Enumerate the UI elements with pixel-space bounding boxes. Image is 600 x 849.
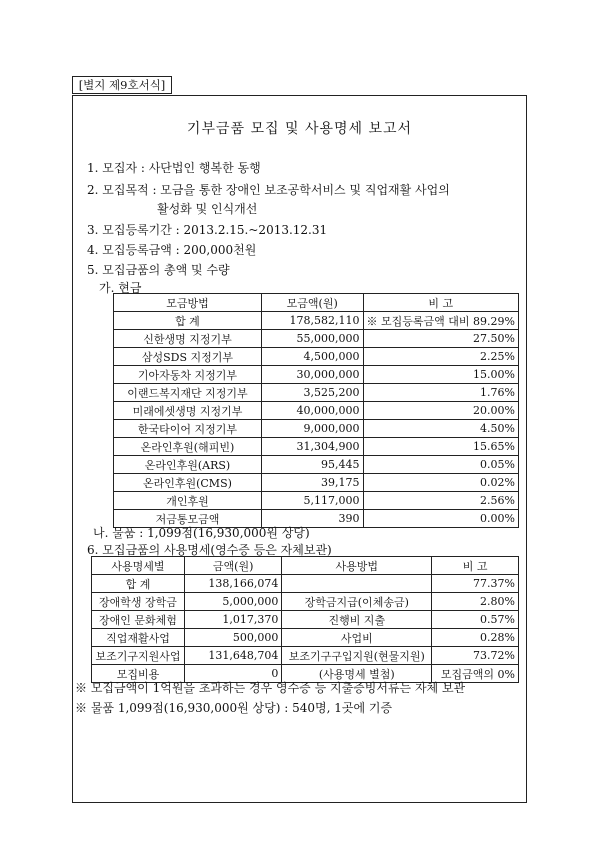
cash-table-header-cell: 비 고 <box>363 294 518 312</box>
cash-table-cell: 15.00% <box>363 366 518 384</box>
usage-table-header-cell: 사용명세별 <box>92 557 185 575</box>
cash-table-row <box>114 312 519 330</box>
usage-table-cell: 0.28% <box>432 629 519 647</box>
cash-table-cell: 합 계 <box>114 312 262 330</box>
cash-table-cell: 2.25% <box>363 348 518 366</box>
cash-table-cell: 27.50% <box>363 330 518 348</box>
item-organizer: 1. 모집자 : 사단법인 행복한 동행 <box>87 161 261 175</box>
cash-table-cell: ※ 모집등록금액 대비 89.29% <box>363 312 518 330</box>
usage-table-cell: (사용명세 별첨) <box>282 665 432 683</box>
cash-table-cell: 15.65% <box>363 438 518 456</box>
cash-table-cell: 신한생명 지정기부 <box>114 330 262 348</box>
cash-table-cell: 39,175 <box>261 474 363 492</box>
cash-table-cell: 390 <box>261 510 363 528</box>
cash-table-row <box>114 330 519 348</box>
usage-table-cell: 73.72% <box>432 647 519 665</box>
usage-table-cell <box>282 575 432 593</box>
report-title: 기부금품 모집 및 사용명세 보고서 <box>186 121 413 137</box>
cash-table-row <box>114 366 519 384</box>
item-goods: 나. 물품 : 1,099점(16,930,000원 상당) <box>93 526 310 540</box>
usage-table-row <box>92 611 519 629</box>
cash-table-cell: 30,000,000 <box>261 366 363 384</box>
usage-table-cell: 보조기구지원사업 <box>92 647 185 665</box>
cash-table-cell: 삼성SDS 지정기부 <box>114 348 262 366</box>
usage-table-row <box>92 647 519 665</box>
cash-table-cell: 한국타이어 지정기부 <box>114 420 262 438</box>
note-goods: ※ 물품 1,099점(16,930,000원 상당) : 540명, 1곳에 기증 <box>75 701 393 715</box>
usage-table-cell: 보조기구구입지원(현물지원) <box>282 647 432 665</box>
item-total: 5. 모집금품의 총액 및 수량 <box>87 263 230 277</box>
cash-table-row <box>114 348 519 366</box>
usage-table-cell: 장애인 문화체험 <box>92 611 185 629</box>
usage-table-cell: 장애학생 장학금 <box>92 593 185 611</box>
usage-table-cell: 진행비 지출 <box>282 611 432 629</box>
cash-table-cell: 온라인후원(CMS) <box>114 474 262 492</box>
usage-table-cell: 131,648,704 <box>184 647 281 665</box>
cash-table-cell: 0.02% <box>363 474 518 492</box>
item-period: 3. 모집등록기간 : 2013.2.15.~2013.12.31 <box>87 223 328 237</box>
cash-table-cell: 미래에셋생명 지정기부 <box>114 402 262 420</box>
cash-table-cell: 0.05% <box>363 456 518 474</box>
cash-table-row <box>114 438 519 456</box>
usage-table-cell: 사업비 <box>282 629 432 647</box>
cash-table-cell: 178,582,110 <box>261 312 363 330</box>
usage-table-header-cell: 사용방법 <box>282 557 432 575</box>
cash-table-cell: 이랜드복지재단 지정기부 <box>114 384 262 402</box>
form-tag: [별지 제9호서식] <box>72 76 172 94</box>
usage-table-cell: 2.80% <box>432 593 519 611</box>
usage-table-cell: 모집금액의 0% <box>432 665 519 683</box>
cash-table-header-cell: 모금액(원) <box>261 294 363 312</box>
cash-table-cell: 5,117,000 <box>261 492 363 510</box>
cash-table-cell: 0.00% <box>363 510 518 528</box>
usage-table-cell: 0.57% <box>432 611 519 629</box>
item-cash: 가. 현금 <box>99 281 142 295</box>
usage-table-row <box>92 629 519 647</box>
usage-table-cell: 합 계 <box>92 575 185 593</box>
usage-table-cell: 1,017,370 <box>184 611 281 629</box>
cash-table-cell: 31,304,900 <box>261 438 363 456</box>
usage-table-cell: 77.37% <box>432 575 519 593</box>
cash-table-row <box>114 420 519 438</box>
usage-table-header-cell: 비 고 <box>432 557 519 575</box>
cash-table-header-cell: 모금방법 <box>114 294 262 312</box>
usage-table-cell: 138,166,074 <box>184 575 281 593</box>
usage-table-header-cell: 금액(원) <box>184 557 281 575</box>
item-usage: 6. 모집금품의 사용명세(영수증 등은 자체보관) <box>87 543 332 557</box>
cash-table-cell: 4.50% <box>363 420 518 438</box>
cash-table-row <box>114 474 519 492</box>
item-purpose: 2. 모집목적 : 모금을 통한 장애인 보조공학서비스 및 직업재활 사업의 <box>87 183 450 197</box>
cash-table-header-row <box>114 294 519 312</box>
cash-table-cell: 온라인후원(ARS) <box>114 456 262 474</box>
cash-table-row <box>114 384 519 402</box>
cash-table-cell: 95,445 <box>261 456 363 474</box>
cash-table <box>113 293 519 528</box>
usage-table-cell: 모집비용 <box>92 665 185 683</box>
cash-table-cell: 저금통모금액 <box>114 510 262 528</box>
usage-table-cell: 직업재활사업 <box>92 629 185 647</box>
cash-table-cell: 55,000,000 <box>261 330 363 348</box>
cash-table-cell: 3,525,200 <box>261 384 363 402</box>
cash-table-cell: 4,500,000 <box>261 348 363 366</box>
cash-table-row <box>114 492 519 510</box>
usage-table <box>91 556 519 683</box>
report-frame <box>72 95 527 803</box>
usage-table-row <box>92 575 519 593</box>
usage-table-cell: 5,000,000 <box>184 593 281 611</box>
cash-table-cell: 9,000,000 <box>261 420 363 438</box>
cash-table-cell: 1.76% <box>363 384 518 402</box>
item-amount: 4. 모집등록금액 : 200,000천원 <box>87 243 257 257</box>
usage-table-cell: 0 <box>184 665 281 683</box>
note-receipt: ※ 모집금액이 1억원을 초과하는 경우 영수증 등 지출증빙서류는 자체 보관 <box>75 681 466 695</box>
cash-table-cell: 20.00% <box>363 402 518 420</box>
cash-table-cell: 기아자동차 지정기부 <box>114 366 262 384</box>
cash-table-row <box>114 402 519 420</box>
usage-table-cell: 장학금지급(이체송금) <box>282 593 432 611</box>
cash-table-cell: 온라인후원(해피빈) <box>114 438 262 456</box>
usage-table-cell: 500,000 <box>184 629 281 647</box>
cash-table-cell: 개인후원 <box>114 492 262 510</box>
item-purpose-cont: 활성화 및 인식개선 <box>157 202 258 216</box>
cash-table-row <box>114 456 519 474</box>
cash-table-cell: 2.56% <box>363 492 518 510</box>
usage-table-row <box>92 593 519 611</box>
usage-table-header-row <box>92 557 519 575</box>
cash-table-cell: 40,000,000 <box>261 402 363 420</box>
